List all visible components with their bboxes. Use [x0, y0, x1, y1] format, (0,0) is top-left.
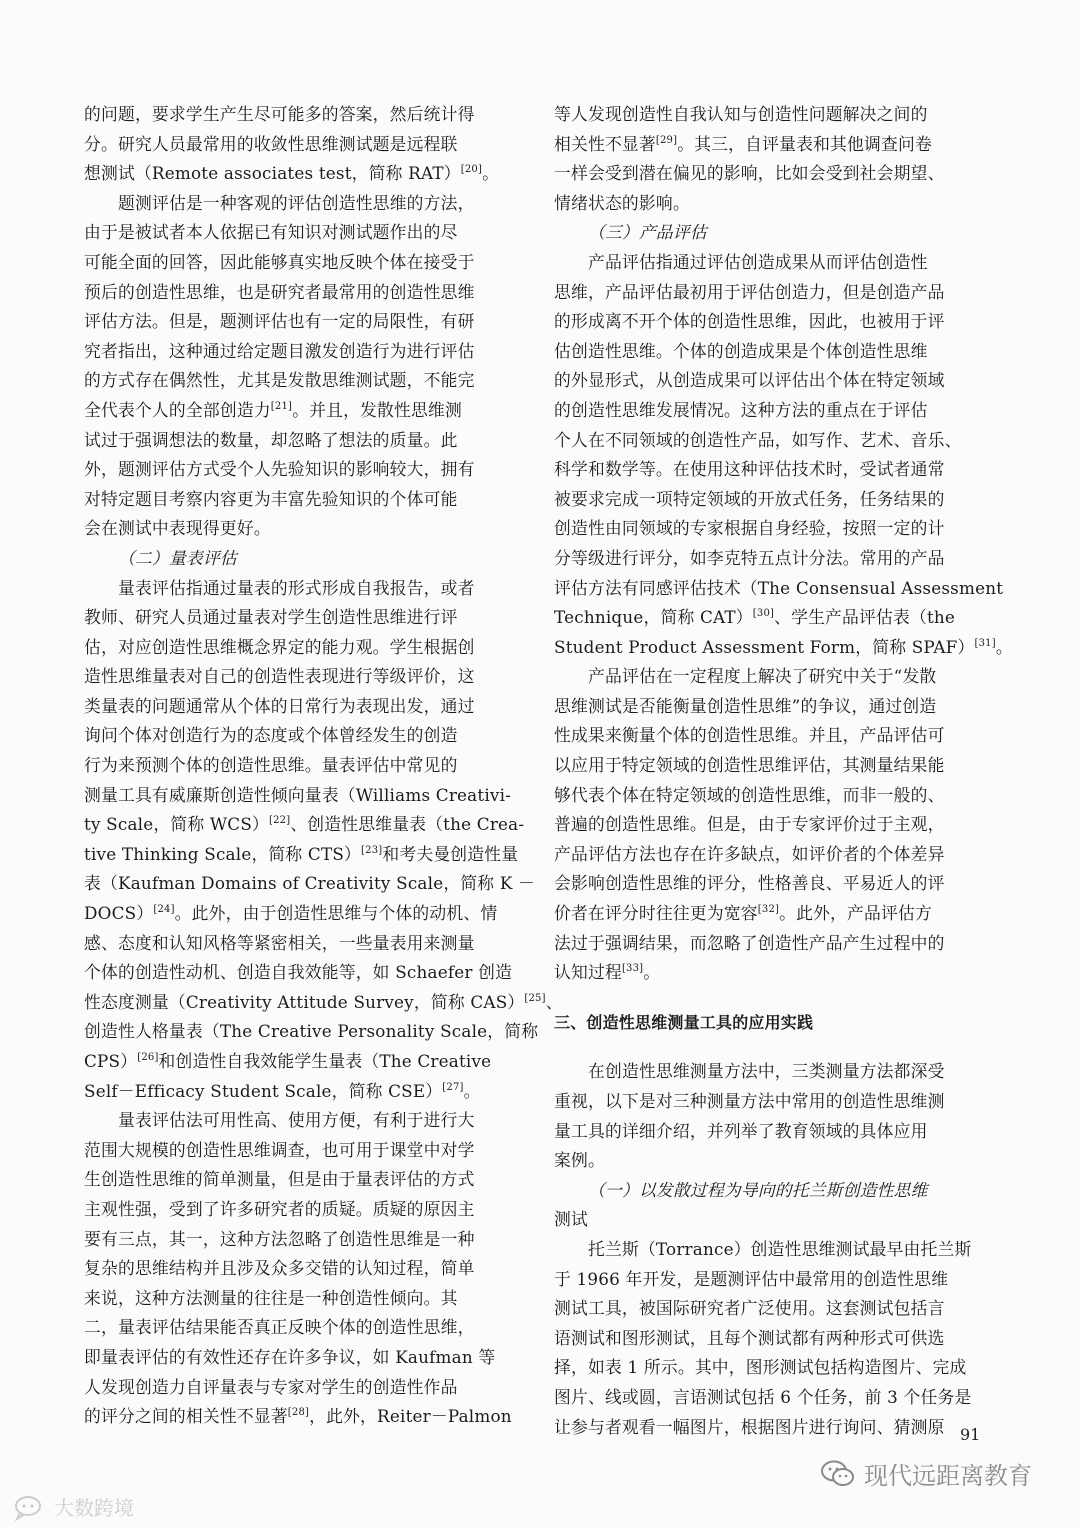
- text-line: 思维，产品评估最初用于评估创造力，但是创造产品: [554, 281, 945, 302]
- text-line: 相关性不显著[29]。其三，自评量表和其他调查问卷: [554, 133, 932, 154]
- text-line: 范围大规模的创造性思维调查，也可用于课堂中对学: [84, 1139, 475, 1160]
- text-line: 来说，这种方法测量的往往是一种创造性倾向。其: [84, 1287, 458, 1308]
- citation-marker: [32]: [757, 904, 780, 916]
- text-line: 法过于强调结果，而忽略了创造性产品产生过程中的: [554, 932, 945, 953]
- text-line: 产品评估方法也存在许多缺点，如评价者的个体差异: [554, 843, 945, 864]
- text-line: 题测评估是一种客观的评估创造性思维的方法，: [118, 192, 475, 213]
- text-line: 造性思维量表对自己的创造性表现进行等级评价，这: [84, 666, 475, 687]
- text-line: 情绪状态的影响。: [554, 192, 690, 213]
- subsection-heading: （一）以发散过程为导向的托兰斯创造性思维: [588, 1179, 928, 1200]
- left-column: [84, 100, 563, 1432]
- text-line: 人发现创造力自评量表与专家对学生的创造性作品: [84, 1376, 458, 1397]
- text-line: 认知过程[33]。: [554, 962, 661, 983]
- text-line: 评估方法有同感评估技术（The Consensual Assessment: [554, 577, 1004, 598]
- text-line: 以应用于特定领域的创造性思维评估，其测量结果能: [554, 755, 945, 776]
- text-line: 测量工具有威廉斯创造性倾向量表（Williams Creativi-: [84, 784, 512, 805]
- text-line: 的方式存在偶然性，尤其是发散思维测试题，不能完: [84, 370, 475, 391]
- text-line: 即量表评估的有效性还存在许多争议，如 Kaufman 等: [84, 1346, 496, 1367]
- text-line: 生创造性思维的简单测量，但是由于量表评估的方式: [84, 1169, 475, 1190]
- text-line: 由于是被试者本人依据已有知识对测试题作出的尽: [84, 222, 458, 243]
- citation-marker: [22]: [269, 815, 291, 827]
- section-heading: 三、创造性思维测量工具的应用实践: [554, 1012, 814, 1032]
- watermark-left-text: 大数跨境: [54, 1496, 134, 1520]
- subsection-heading: （二）量表评估: [118, 547, 237, 568]
- text-line: tive Thinking Scale，简称 CTS）[23]和考夫曼创造性量: [84, 843, 519, 864]
- text-line: 产品评估指通过评估创造成果从而评估创造性: [588, 251, 928, 272]
- page-number: 91: [960, 1425, 981, 1444]
- text-line: 性态度测量（Creativity Attitude Survey，简称 CAS）[25]、: [84, 991, 563, 1012]
- citation-marker: [27]: [442, 1081, 464, 1093]
- text-line: 普遍的创造性思维。但是，由于专家评价过于主观，: [554, 814, 945, 835]
- citation-marker: [21]: [270, 400, 293, 412]
- right-column: [554, 100, 1013, 1442]
- text-line: 感、态度和认知风格等紧密相关，一些量表用来测量: [84, 932, 475, 953]
- citation-marker: [31]: [974, 637, 996, 649]
- text-line: 创造性人格量表（The Creative Personality Scale，简称: [84, 1021, 539, 1042]
- text-line: 量表评估法可用性高、使用方便，有利于进行大: [118, 1110, 475, 1131]
- text-line: 预后的创造性思维，也是研究者最常用的创造性思维: [84, 281, 475, 302]
- text-line: 要有三点，其一，这种方法忽略了创造性思维是一种: [84, 1228, 475, 1249]
- text-line: 一样会受到潜在偏见的影响，比如会受到社会期望、: [554, 163, 945, 184]
- text-line: 估创造性思维。个体的创造成果是个体创造性思维: [554, 340, 928, 361]
- text-line: 重视，以下是对三种测量方法中常用的创造性思维测: [554, 1091, 945, 1111]
- citation-marker: [28]: [287, 1407, 310, 1419]
- citation-marker: [29]: [655, 134, 678, 146]
- text-line: 案例。: [554, 1150, 605, 1171]
- text-line: 估，对应创造性思维概念界定的能力观。学生根据创: [84, 636, 475, 657]
- text-line: 的评分之间的相关性不显著[28]，此外，Reiter－Palmon: [84, 1406, 512, 1427]
- text-line: 复杂的思维结构并且涉及众多交错的认知过程，简单: [84, 1258, 475, 1279]
- text-line: 托兰斯（Torrance）创造性思维测试最早由托兰斯: [588, 1238, 972, 1259]
- text-line: 等人发现创造性自我认知与创造性问题解决之间的: [554, 104, 928, 124]
- text-line: 全代表个人的全部创造力[21]。并且，发散性思维测: [84, 399, 462, 420]
- text-line: 图片、线或圆，言语测试包括 6 个任务，前 3 个任务是: [554, 1386, 972, 1407]
- text-line: 教师、研究人员通过量表对学生创造性思维进行评: [84, 607, 458, 628]
- text-line: 语测试和图形测试，且每个测试都有两种形式可供选: [554, 1327, 945, 1348]
- citation-marker: [30]: [752, 608, 775, 620]
- text-line: 二，量表评估结果能否真正反映个体的创造性思维，: [84, 1317, 475, 1338]
- text-line: 想测试（Remote associates test，简称 RAT）[20]。: [84, 163, 500, 184]
- text-line: 思维测试是否能衡量创造性思维”的争议，通过创造: [554, 695, 937, 716]
- text-line: 分等级进行评分，如李克特五点计分法。常用的产品: [554, 547, 945, 568]
- text-line: 测试: [554, 1209, 588, 1230]
- text-line: 够代表个体在特定领域的创造性思维，而非一般的、: [554, 784, 945, 805]
- citation-marker: [25]: [524, 992, 546, 1004]
- text-line: 科学和数学等。在使用这种评估技术时，受试者通常: [554, 459, 945, 480]
- text-line: 询问个体对创造行为的态度或个体曾经发生的创造: [84, 725, 458, 746]
- text-line: 的创造性思维发展情况。这种方法的重点在于评估: [554, 399, 928, 420]
- text-line: 可能全面的回答，因此能够真实地反映个体在接受于: [84, 251, 475, 272]
- text-line: 个体的创造性动机、创造自我效能等，如 Schaefer 创造: [84, 962, 513, 983]
- text-line: 创造性由同领域的专家根据自身经验，按照一定的计: [554, 518, 945, 539]
- text-line: Self－Efficacy Student Scale，简称 CSE）[27]。: [84, 1080, 481, 1101]
- citation-marker: [23]: [361, 844, 383, 856]
- watermark-right-text: 现代远距离教育: [864, 1462, 1032, 1490]
- text-line: 究者指出，这种通过给定题目激发创造行为进行评估: [84, 340, 475, 361]
- citation-marker: [20]: [460, 164, 483, 176]
- text-line: 于 1966 年开发，是题测评估中最常用的创造性思维: [554, 1268, 949, 1289]
- citation-marker: [24]: [153, 904, 175, 916]
- text-line: 对特定题目考察内容更为丰富先验知识的个体可能: [84, 488, 458, 509]
- text-line: ty Scale，简称 WCS）[22]、创造性思维量表（the Crea-: [84, 814, 525, 835]
- text-line: 分。研究人员最常用的收敛性思维测试题是远程联: [84, 133, 458, 154]
- text-line: CPS）[26]和创造性自我效能学生量表（The Creative: [84, 1051, 492, 1071]
- text-line: 在创造性思维测量方法中，三类测量方法都深受: [588, 1061, 945, 1082]
- watermark-right: [820, 1456, 1032, 1491]
- citation-marker: [33]: [621, 963, 644, 975]
- text-line: 行为来预测个体的创造性思维。量表评估中常见的: [84, 755, 458, 776]
- text-line: 择，如表 1 所示。其中，图形测试包括构造图片、完成: [554, 1357, 967, 1378]
- text-line: DOCS）[24]。此外，由于创造性思维与个体的动机、情: [84, 903, 498, 924]
- watermark-left: [14, 1492, 134, 1521]
- subsection-heading: （三）产品评估: [588, 222, 707, 243]
- text-line: 的外显形式，从创造成果可以评估出个体在特定领域: [554, 370, 945, 391]
- text-line: 外，题测评估方式受个人先验知识的影响较大，拥有: [84, 459, 475, 480]
- text-line: 让参与者观看一幅图片，根据图片进行询问、猜测原: [554, 1416, 945, 1437]
- text-line: 的问题，要求学生产生尽可能多的答案，然后统计得: [84, 104, 475, 124]
- text-line: 评估方法。但是，题测评估也有一定的局限性，有研: [84, 311, 475, 332]
- chat-bubble-icon: [14, 1494, 48, 1520]
- text-line: Technique，简称 CAT）[30]、学生产品评估表（the: [554, 607, 956, 628]
- text-line: 个人在不同领域的创造性产品，如写作、艺术、音乐、: [554, 429, 962, 450]
- text-line: 类量表的问题通常从个体的日常行为表现出发，通过: [84, 695, 475, 716]
- text-line: 测试工具，被国际研究者广泛使用。这套测试包括言: [554, 1298, 945, 1319]
- paragraph-gap: [554, 1037, 992, 1057]
- text-line: 试过于强调想法的数量，却忽略了想法的质量。此: [84, 429, 458, 450]
- text-line: 产品评估在一定程度上解决了研究中关于“发散: [588, 666, 937, 687]
- text-line: 主观性强，受到了许多研究者的质疑。质疑的原因主: [84, 1198, 475, 1219]
- text-line: 被要求完成一项特定领域的开放式任务，任务结果的: [554, 488, 945, 509]
- wechat-icon: [820, 1459, 856, 1489]
- text-line: 量工具的详细介绍，并列举了教育领域的具体应用: [554, 1120, 928, 1141]
- text-line: 量表评估指通过量表的形式形成自我报告，或者: [118, 577, 475, 598]
- paragraph-gap: [554, 988, 992, 1008]
- citation-marker: [26]: [137, 1052, 159, 1063]
- text-line: 价者在评分时往往更为宽容[32]。此外，产品评估方: [554, 903, 932, 924]
- text-line: 表（Kaufman Domains of Creativity Scale，简称 K －: [84, 873, 536, 894]
- text-line: Student Product Assessment Form，简称 SPAF）[31]。: [554, 636, 1013, 657]
- text-line: 的形成离不开个体的创造性思维，因此，也被用于评: [554, 311, 945, 332]
- text-line: 会影响创造性思维的评分，性格善良、平易近人的评: [554, 873, 945, 894]
- text-line: 会在测试中表现得更好。: [84, 518, 271, 539]
- text-line: 性成果来衡量个体的创造性思维。并且，产品评估可: [554, 725, 945, 746]
